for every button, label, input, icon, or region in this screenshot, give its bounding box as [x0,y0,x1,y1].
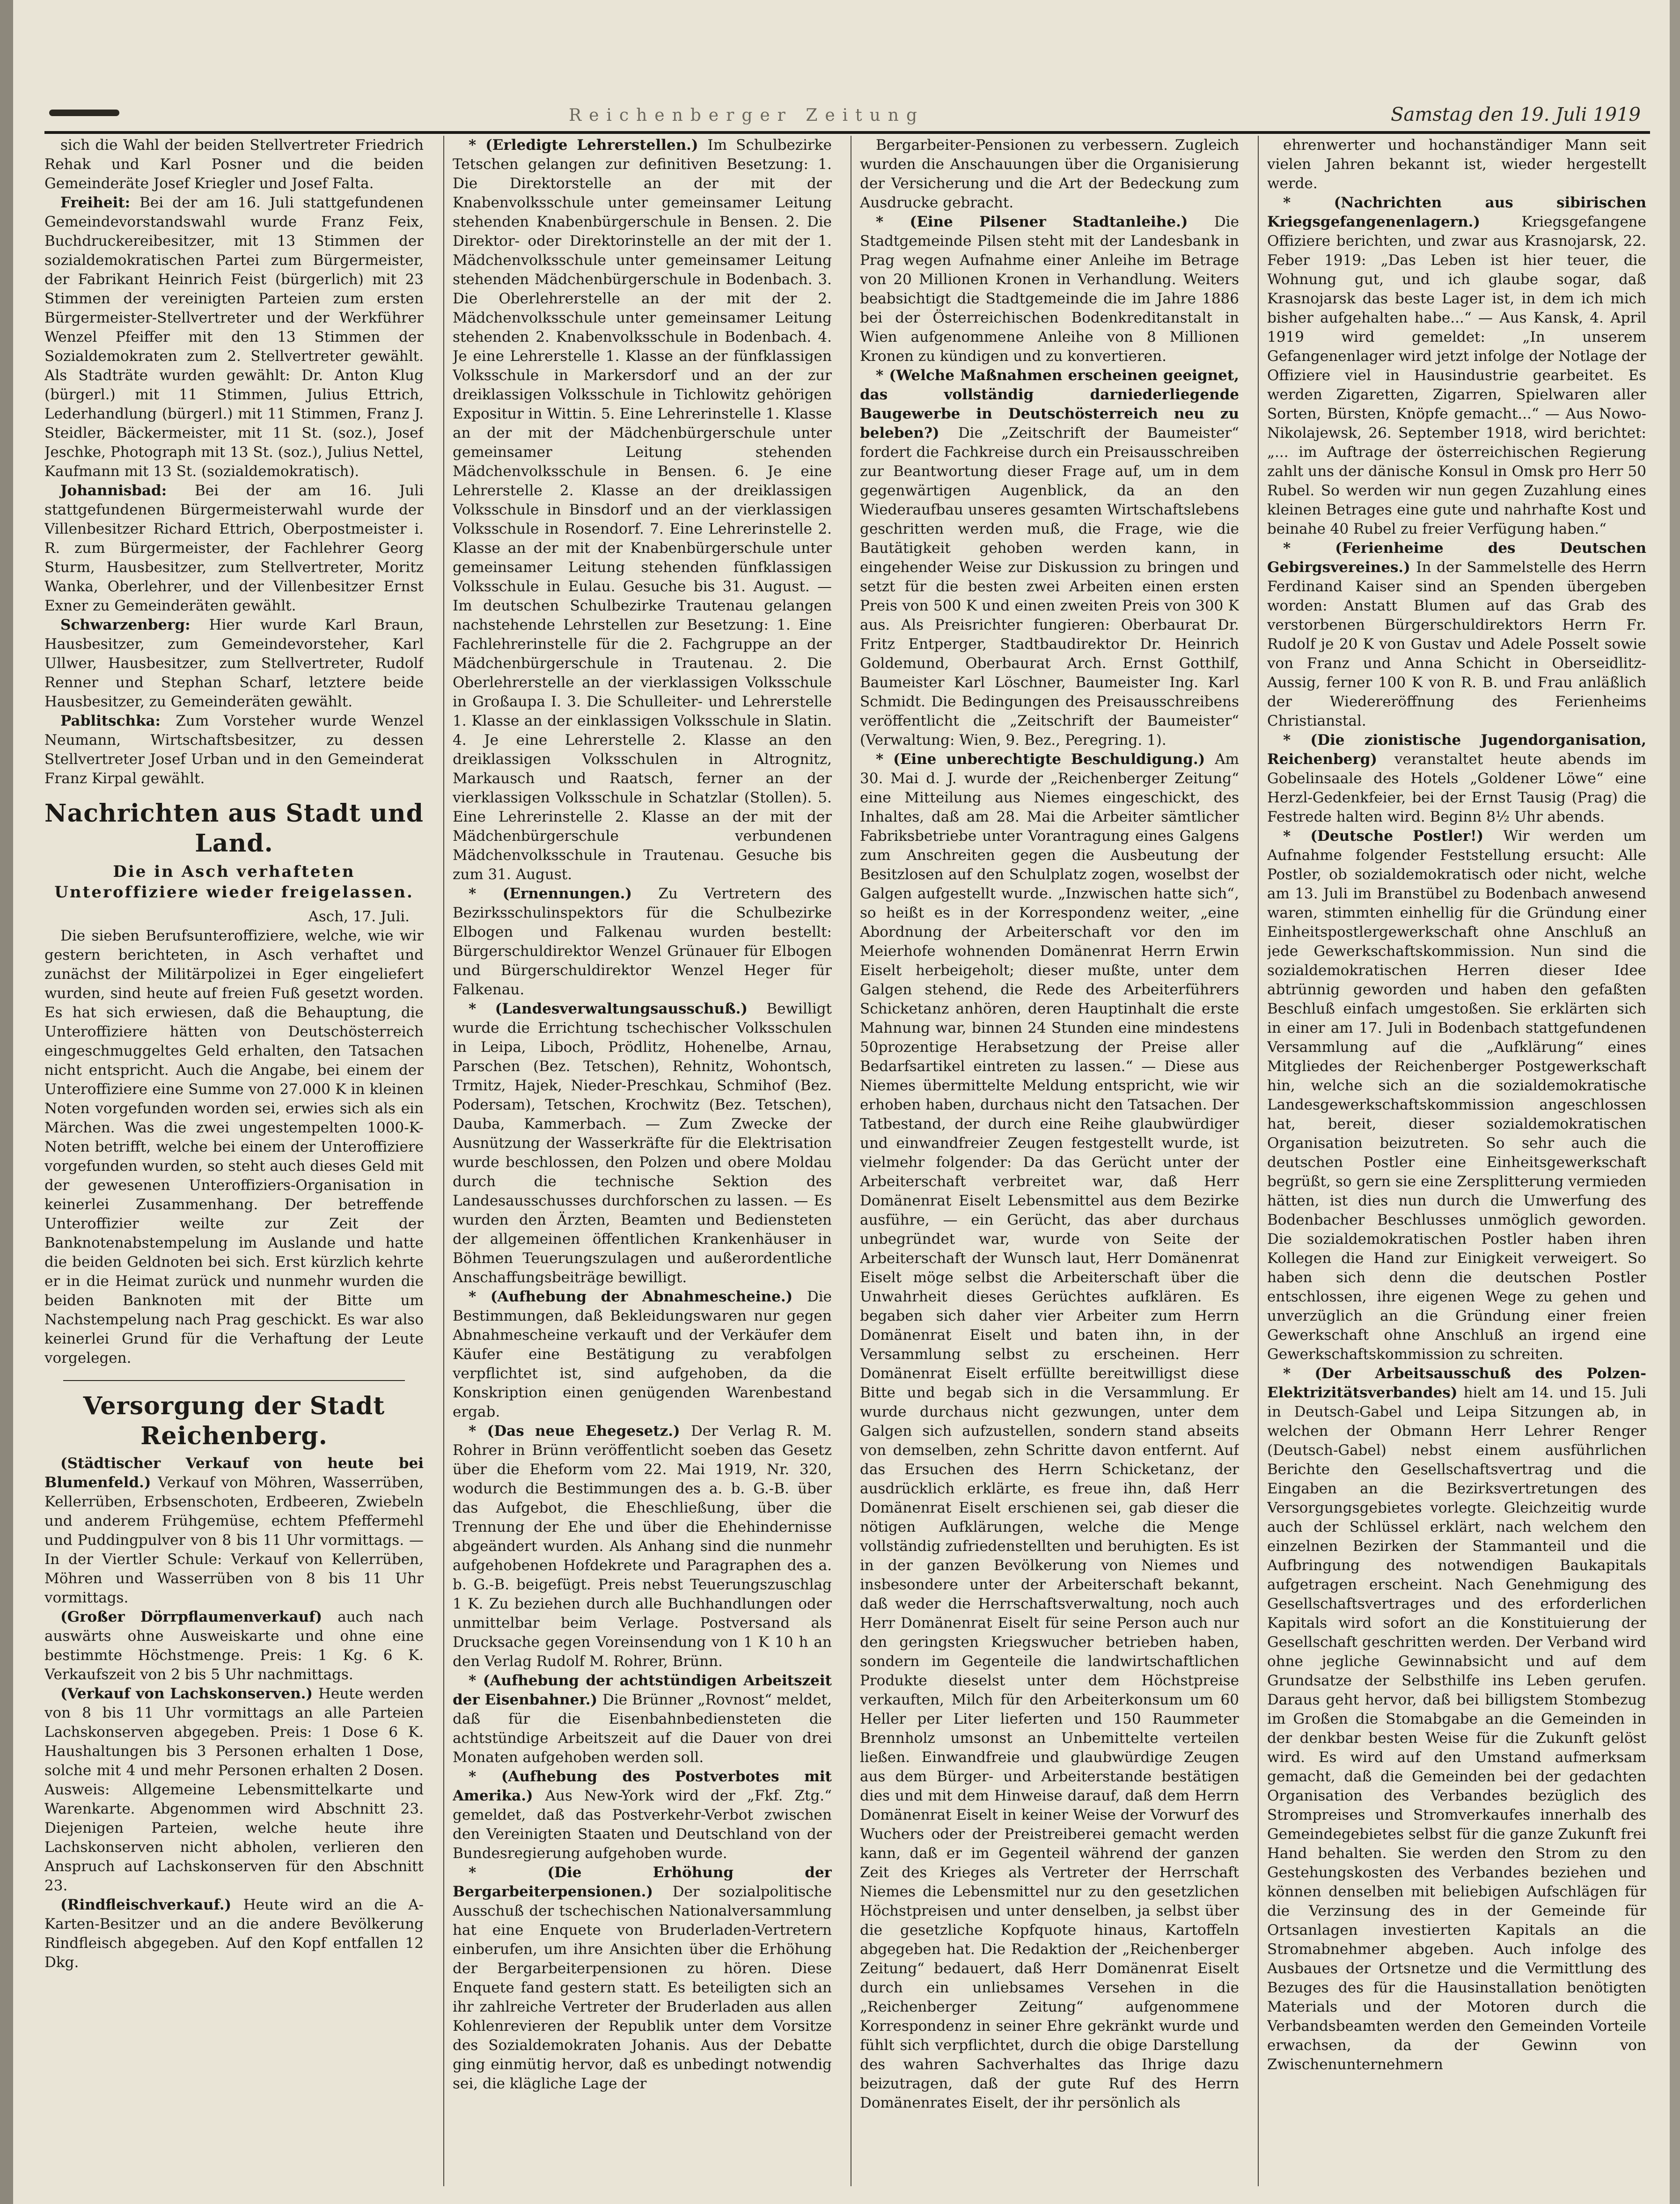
article-text: Die Bestimmungen, daß Bekleidungswaren nur gegen Abnahmescheine verkauft und der Verkäufer dem Käufer eine Bestätigung zu verabfolgen verpflichtet ist, sind aufgehoben, da die Konskription einen genügenden Warenbestand ergab. [453,1288,832,1420]
article-paragraph [44,616,424,712]
newspaper-page [44,70,1650,2186]
article-paragraph [44,1608,424,1684]
article-lead: * (Welche Maßnahmen erscheinen geeignet, das vollständig darniederliegende Baugewerbe in Deutschösterreich neu zu beleben?) [860,367,1239,441]
article-text: Die Stadtgemeinde Pilsen steht mit der Landesbank in Prag wegen Aufnahme einer Anleihe im Betrage von 20 Millionen Kronen in Verhandlung. Weiters beabsichtigt die Stadtgemeinde die im Jahre 1886 bei der Österreichischen Bodenkreditanstalt in Wien aufgenommene Anleihe von 8 Millionen Kronen zu kündigen und zu konvertieren. [860,213,1239,365]
article-lead: Pablitschka: [60,713,176,729]
section-heading: Nachrichten aus Stadt und Land. [44,799,424,858]
article-text: Bergarbeiter-Pensionen zu verbessern. Zugleich wurden die Anschauungen über die Organisierung der Versicherung und die Art der Bedeckung zum Ausdrucke gebracht. [860,137,1239,211]
article-text: Heute wird an die A-Karten-Besitzer und an die andere Bevölkerung Rindfleisch abgegeben. Auf den Kopf entfallen 12 Dkg. [44,1896,424,1971]
article-lead: (Städtischer Verkauf von heute bei Blumenfeld.) [44,1455,424,1491]
article-text: Im Schulbezirke Tetschen gelangen zur definitiven Besetzung: 1. Die Direktorstelle an der mit der Knabenvolksschule unter gemeinsamer Leitung stehenden Knabenbürgerschule in Bensen. 2. Die Direktor- oder Direktorinstelle an der mit der 1. Mädchenvolksschule unter gemeinsamer Leitung stehenden Mädchenbürgerschule in Bodenbach. 3. Die Oberlehrerstelle an der mit der 2. Mädchenvolksschule unter gemeinsamer Leitung stehenden 2. Knabenvolksschule in Bodenbach. 4. Je eine Lehrerstelle 1. Klasse an der fünfklassigen Volksschule in Markersdorf und an der zur dreiklassigen Volksschule in Tichlowitz gehörigen Expositur in Wittin. 5. Eine Lehrerinstelle 1. Klasse an der mit der Mädchenbürgerschule unter gemeinsamer Leitung stehenden Mädchenvolksschule in Bensen. 6. Je eine Lehrerstelle 2. Klasse an der dreiklassigen Volksschule in Binsdorf und an der vierklassigen Volksschule in Rosendorf. 7. Eine Lehrerinstelle 2. Klasse an der mit der Knabenbürgerschule unter gemeinsamer Leitung stehenden fünfklassigen Volksschule in Eulau. Gesuche bis 31. August. — Im deutschen Schulbezirke Trautenau gelangen nachstehende Lehrstellen zur Besetzung: 1. Eine Fachlehrerinstelle für die 2. Fachgruppe an der Mädchenbürgerschule in Trautenau. 2. Die Oberlehrerstelle an der vierklassigen Volksschule in Großaupa I. 3. Die Schulleiter- und Lehrerstelle 1. Klasse an der einklassigen Volksschule in Slatin. 4. Je eine Lehrerstelle 2. Klasse an den dreiklassigen Volksschulen in Altrognitz, Markausch und Raatsch, ferner an der vierklassigen Volksschule in Schatzlar (Stollen). 5. Eine Lehrerinstelle 2. Klasse an der mit der Mädchenbürgerschule verbundenen Mädchenvolksschule in Trautenau. Gesuche bis zum 31. August. [453,137,832,883]
article-text: Die Brünner „Rovnost“ meldet, daß für die Eisenbahnbediensteten die achtstündige Arbeitszeit auf die Dauer von drei Monaten aufgehoben werden soll. [453,1691,832,1766]
article-lead: * (Aufhebung der Abnahmescheine.) [469,1288,807,1305]
article-text: Bei der am 16. Juli stattgefundenen Bürgermeisterwahl wurde der Villenbesitzer Richard Ettrich, Oberpostmeister i. R. zum Bürgermeister, der Fachlehrer Georg Sturm, Hausbesitzer, zum Stellvertreter, Moritz Wanka, Oberlehrer, und der Villenbesitzer Ernst Exner zu Gemeinderäten gewählt. [44,482,424,614]
article-paragraph [44,136,424,193]
article-text: hielt am 14. und 15. Juli in Deutsch-Gabel und Leipa Sitzungen ab, in welchen der Obmann Herr Lehrer Renger (Deutsch-Gabel) nebst einem ausführlichen Berichte den Gesellschaftsvertrag und die Eingaben an die Bezirksvertretungen des Versorgungsgebietes vorlegte. Gleichzeitig wurde auch der Schlüssel erklärt, nach welchem den einzelnen Bezirken der Stammanteil und die Aufbringung des notwendigen Baukapitals aufgetragen erscheint. Nach Genehmigung des Gesellschaftsvertrages und des erforderlichen Kapitals wird sofort an die Konstituierung der Gesellschaft geschritten werden. Der Verband wird ohne jegliche Gewinnabsicht und auf dem Grundsatze der Selbsthilfe ins Leben gerufen. Daraus geht hervor, daß bei billigstem Stombezug im Großen die Stomabgabe an die Gemeinden in der denkbar besten Weise für die Zukunft gelöst wird. Es wird auf den Umstand aufmerksam gemacht, daß die Gemeinden bei der gedachten Organisation des Verbandes bezüglich des Strompreises und Stromverkaufes innerhalb des Gemeindegebietes selbst für die ganze Zukunft frei Hand behalten. Sie werden den Strom zu den Gestehungskosten des Verbandes beziehen und können denselben mit beliebigen Aufschlägen für die Verzinsung des in der Gemeinde für Ortsanlagen investierten Kapitals an die Stromabnehmer abgeben. Auch infolge des Ausbaues der Ortsnetze und die Vermittlung des Bezuges des für die Hausinstallation benötigten Materials und der Motoren durch die Verbandsbeamten werden den Gemeinden Vorteile erwachsen, da der Gewinn von Zwischenunternehmern [1267,1384,1646,2073]
article-text: Wir werden um Aufnahme folgender Feststellung ersucht: Alle Postler, ob sozialdemokratisch oder nicht, welche am 13. Juli im Branstübel zu Bodenbach anwesend waren, stimmten einhellig für die Gründung einer Einheitspostlergewerkschaft ohne Anschluß an jede Gewerkschaftskommission. Nun sind die sozialdemokratischen Herren dieser Idee abtrünnig geworden und haben den gefaßten Beschluß einfach umgestoßen. Sie erklärten sich in einer am 17. Juli in Bodenbach stattgefundenen Versammlung auf die „Aufklärung“ eines Mitgliedes der Reichenberger Postgewerkschaft hin, welche sich an die sozialdemokratische Landesgewerkschaftskommission angeschlossen hat, bereit, dieser sozialdemokratischen Organisation beizutreten. So sehr auch die deutschen Postler eine Einheitsgewerkschaft begrüßt, so gern sie eine Zersplitterung vermieden hätten, ist dies nun durch die Umwerfung des Bodenbacher Beschlusses unmöglich geworden. Die sozialdemokratischen Postler haben ihren Kollegen die Hand zur Einigkeit verweigert. So haben sich denn die deutschen Postler entschlossen, ihre eigenen Wege zu gehen und unverzüglich an die Gründung einer freien Gewerkschaft ohne Anschluß an irgend eine Gewerkschaftskommission zu schreiten. [1267,828,1646,1363]
article-lead: Johannisbad: [60,482,195,499]
article-paragraph [44,1454,424,1608]
article-lead: * (Landesverwaltungsausschuß.) [469,1000,767,1017]
article-lead: * (Die Erhöhung der Bergarbeiterpensionen.) [453,1864,832,1900]
article-text: Zu Vertretern des Bezirksschulinspektors für die Schulbezirke Elbogen und Falkenau wurden bestellt: Bürgerschuldirektor Wenzel Grünauer für Elbogen und Bürgerschuldirektor Wenzel Heger für Falkenau. [453,885,832,998]
article-text: ehrenwerter und hochanständiger Mann seit vielen Jahren bekannt ist, wieder hergestellt werde. [1267,137,1646,192]
article-paragraph [1267,1364,1646,2074]
article-paragraph [860,366,1239,750]
article-text: Die sieben Berufsunteroffiziere, welche, wie wir gestern berichteten, in Asch verhaftet und zunächst der Militärpolizei in Eger eingeliefert wurden, sind heute auf freien Fuß gesetzt worden. Es hat sich erwiesen, daß die Behauptung, die Unteroffiziere hätten von Deutschösterreich eingeschmuggeltes Geld erhalten, den Tatsachen nicht entspricht. Auch die Angabe, bei einem der Unteroffiziere eine Summe von 27.000 K in kleinen Noten vorgefunden worden sei, erwies sich als ein Märchen. Was die zwei ungestempelten 1000-K-Noten betrifft, welche bei einem der Unteroffiziere vorgefunden wurden, so steht auch dieses Geld mit der gewesenen Unteroffiziers-Organisation in keinerlei Zusammenhang. Der betreffende Unteroffizier weilte zur Zeit der Banknotenabstempelung im Auslande und hatte die beiden Geldnoten bei sich. Erst kürzlich kehrte er in die Heimat zurück und nunmehr wurden die beiden Banknoten mit der Bitte um Nachstempelung nach Prag geschickt. Es war also keinerlei Grund für die Verhaftung der Leute vorgelegen. [44,927,424,1366]
article-paragraph [860,136,1239,213]
paper-name: Reichenberger Zeitung [569,106,925,125]
column-2 [453,136,832,2186]
section-heading: Versorgung der Stadt Reichenberg. [83,1392,385,1450]
running-header [44,103,1650,134]
article-paragraph [453,136,832,884]
article-paragraph [44,1684,424,1895]
article-lead: * (Eine Pilsener Stadtanleihe.) [876,213,1214,230]
article-paragraph [44,712,424,788]
article-text: Aus New-York wird der „Fkf. Ztg.“ gemeldet, daß das Postverkehr-Verbot zwischen den Vereinigten Staaten und Deutschland von der Bundesregierung aufgehoben wurde. [453,1787,832,1862]
article-text: In der Sammelstelle des Herrn Ferdinand Kaiser sind an Spenden übergeben worden: Anstatt Blumen auf das Grab des verstorbenen Bürgerschuldirektors Herrn Fr. Rudolf je 20 K von Gustav und Adele Posselt sowie von Franz und Anna Schicht in Oberseidlitz-Aussig, ferner 100 K von R. B. und Frau anläßlich der Wiedereröffnung des Ferienheims Christianstal. [1267,559,1646,729]
article-lead: (Rindfleischverkauf.) [60,1896,243,1913]
column-1 [44,136,424,2186]
article-text: veranstaltet heute abends im Gobelinsaale des Hotels „Goldener Löwe“ eine Herzl-Gedenkfeier, bei der Ernst Tausig (Prag) die Festrede halten wird. Beginn 8½ Uhr abends. [1267,751,1646,825]
article-text: Zum Vorsteher wurde Wenzel Neumann, Wirtschaftsbesitzer, zu dessen Stellvertreter Josef Urban und in den Gemeinderat Franz Kirpal gewählt. [44,713,424,787]
article-lead: * (Der Arbeitsausschuß des Polzen-Elektrizitätsverbandes) [1267,1365,1646,1401]
article-text: Die „Zeitschrift der Baumeister“ fordert die Fachkreise durch ein Preisausschreiben zur Beantwortung dieser Frage auf, um in dem gegenwärtigen Augenblick, da an den Wiederaufbau unseres gesamten Wirtschaftslebens geschritten werden muß, die Frage, wie die Bautätigkeit gehoben werden kann, in eingehender Weise zur Diskussion zu bringen und setzt für die besten zwei Arbeiten einen ersten Preis von 500 K und einen zweiten Preis von 300 K aus. Als Preisrichter fungieren: Oberbaurat Dr. Fritz Entperger, Stadtbaudirektor Dr. Heinrich Goldemund, Oberbaurat Arch. Ernst Gotthilf, Baumeister Karl Löschner, Baumeister Ing. Karl Schmidt. Die Bedingungen des Preisausschreibens veröffentlicht die „Zeitschrift der Baumeister“ (Verwaltung: Wien, 9. Bez., Peregring. 1). [860,425,1239,749]
article-paragraph [44,1895,424,1972]
article-lead: (Großer Dörrpflaumenverkauf) [60,1609,338,1625]
article-paragraph [44,926,424,1368]
article-text: Hier wurde Karl Braun, Hausbesitzer, zum Gemeindevorsteher, Karl Ullwer, Hausbesitzer, zum Stellvertreter, Rudolf Renner und Stephan Scharf, letztere beide Hausbesitzer, zu Gemeinderäten gewählt. [44,617,424,710]
article-lead: * (Die zionistische Jugendorganisation, Reichenberg) [1267,732,1646,768]
article-lead: * (Aufhebung der achtstündigen Arbeitszeit der Eisenbahner.) [453,1672,832,1708]
article-paragraph [453,1863,832,2094]
article-paragraph [453,1767,832,1863]
article-paragraph [453,1671,832,1767]
article-paragraph [1267,193,1646,539]
column-rule [443,136,444,2186]
article-text: Am 30. Mai d. J. wurde der „Reichenberger Zeitung“ eine Mitteilung aus Niemes eingeschickt, des Inhaltes, daß am 28. Mai die Arbeiter sämtlicher Fabriksbetriebe unter Vorantragung eines Galgens zum Anschreiten gegen die Ausbeutung der Besitzlosen auf den Schulplatz zogen, woselbst der Galgen aufgestellt wurde. „Inzwischen hatte sich“, so heißt es in der Korrespondenz weiter, „eine Abordnung der Arbeiterschaft vor den im Meierhofe wohnenden Domänenrat Herrn Erwin Eiselt herbeigeholt; dieser mußte, unter dem Galgen stehend, die Rede des Arbeiterführers Schicketanz anhören, deren Hauptinhalt die erste Mahnung war, binnen 24 Stunden eine mindestens 50prozentige Herabsetzung der Preise aller Bedarfsartikel eintreten zu lassen.“ — Diese aus Niemes übermittelte Meldung entspricht, wie wir erhoben haben, durchaus nicht den Tatsachen. Der Tatbestand, der durch eine Reihe glaubwürdiger und einwandfreier Zeugen festgestellt wurde, ist vielmehr folgender: Da das Gerücht unter der Arbeiterschaft verbreitet war, daß Herr Domänenrat Eiselt Lebensmittel aus dem Bezirke ausführe, — ein Gerücht, das aber durchaus unbegründet war, wurde von Seite der Arbeiterschaft der Wunsch laut, Herr Domänenrat Eiselt möge selbst die Arbeiterschaft über die Unwahrheit dieses Gerüchtes aufklären. Es begaben sich daher vier Arbeiter zum Herrn Domänenrat Eiselt und baten ihn, in der Versammlung selbst zu erscheinen. Herr Domänenrat Eiselt erfüllte bereitwilligst diese Bitte und begab sich in die Versammlung. Er wurde durchaus nicht gezwungen, unter dem Galgen sich aufzustellen, sondern stand abseits von demselben, zehn Schritte davon entfernt. Auf das Ersuchen des Herrn Schicketanz, der ausdrücklich erklärte, es freue ihn, daß Herr Domänenrat Eiselt erschienen sei, gab dieser die nötigen Aufklärungen, welche die Menge vollständig zufriedenstellten und beruhigten. Es ist in der ganzen Bevölkerung von Niemes und insbesondere unter der Arbeiterschaft bekannt, daß weder die Herrschaftsverwaltung, noch auch Herr Domänenrat Eiselt für seine Person auch nur den geringsten Kriegswucher betrieben haben, sondern im Gegenteile die landwirtschaftlichen Produkte dieselst unter dem Höchstpreise verkauften, Milch für den Arbeiterkonsum um 60 Heller per Liter lieferten und 150 Raummeter Brennholz umsonst an Unbemittelte verteilen ließen. Einwandfreie und glaubwürdige Zeugen aus dem Bürger- und Arbeiterstande bestätigen dies und mit dem Hinweise darauf, daß dem Herrn Domänenrat Eiselt in keiner Weise der Vorwurf des Wuchers oder der Preistreiberei gemacht werden kann, daß er im Gegenteil während der ganzen Zeit des Krieges als Vertreter der Herrschaft Niemes die Lebensmittel nur zu den gesetzlichen Höchstpreisen und unter denselben, ja selbst über die gesetzliche Kopfquote hinaus, Kartoffeln abgegeben hat. Die Redaktion der „Reichenberger Zeitung“ bedauert, daß Herr Domänenrat Eiselt durch ein unliebsames Versehen in die „Reichenberger Zeitung“ aufgenommene Korrespondenz in seiner Ehre gekränkt wurde und fühlt sich verpflichtet, durch die obige Darstellung des wahren Sachverhaltes das Ihrige dazu beizutragen, daß der gute Ruf des Herrn Domänenrates Eiselt, der ihr persönlich als [860,751,1239,2111]
article-lead: * (Ernennungen.) [469,885,659,902]
scan-border-left [0,0,13,2204]
article-paragraph [1267,539,1646,731]
article-text: auch nach auswärts ohne Ausweiskarte und ohne eine bestimmte Höchstmenge. Preis: 1 Kg. 6 K. Verkaufszeit von 2 bis 5 Uhr nachmittags. [44,1609,424,1683]
article-paragraph [1267,827,1646,1364]
article-text: Bewilligt wurde die Errichtung tschechischer Volksschulen in Leipa, Liboch, Prödlitz, Hohenelbe, Arnau, Parschen (Bez. Tetschen), Rehnitz, Wohontsch, Trmitz, Hajek, Nieder-Preschkau, Schmihof (Bez. Podersam), Tetschen, Krochwitz (Bez. Tetschen), Dauba, Kammerbach. — Zum Zwecke der Ausnützung der Wasserkräfte für die Elektrisation wurde beschlossen, den Polzen und obere Moldau durch die technische Sektion des Landesausschusses durchforschen zu lassen. — Es wurden den Ärzten, Beamten und Bediensteten der allgemeinen öffentlichen Krankenhäuser in Böhmen Teuerungszulagen und außerordentliche Anschaffungsbeiträge bewilligt. [453,1000,832,1286]
article-columns [44,136,1650,2186]
article-lead: * (Ferienheime des Deutschen Gebirgsvereines.) [1267,540,1646,576]
article-lead: (Verkauf von Lachskonserven.) [60,1685,319,1702]
article-text: sich die Wahl der beiden Stellvertreter Friedrich Rehak und Karl Posner und die beiden Gemeinderäte Josef Kriegler und Josef Falta. [44,137,424,192]
article-paragraph [44,481,424,616]
issue-date: Samstag den 19. Juli 1919 [1391,104,1641,125]
dateline: Asch, 17. Juli. [308,908,410,925]
article-lead: * (Deutsche Postler!) [1283,828,1504,845]
article-headline: Die in Asch verhafteten Unteroffiziere wieder freigelassen. [54,862,414,902]
article-paragraph [453,1287,832,1422]
column-4 [1267,136,1646,2186]
article-paragraph [860,750,1239,2113]
section-divider [63,1380,405,1381]
article-paragraph [453,999,832,1287]
column-3 [860,136,1239,2186]
article-paragraph [1267,731,1646,827]
article-text: Verkauf von Möhren, Wasserrüben, Kellerrüben, Erbsenschoten, Erdbeeren, Zwiebeln und anderem Frühgemüse, echtem Pfeffermehl und Puddingpulver von 8 bis 11 Uhr vormittags. — In der Viertler Schule: Verkauf von Kellerrüben, Möhren und Wasserrüben von 8 bis 11 Uhr vormittags. [44,1474,424,1606]
article-text: Bei der am 16. Juli stattgefundenen Gemeindevorstandswahl wurde Franz Feix, Buchdruckereibesitzer, mit 13 Stimmen der sozialdemokratischen Partei zum Bürgermeister, der Fabrikant Heinrich Feist (bürgerlich) mit 23 Stimmen der vereinigten Parteien zum ersten Bürgermeister-Stellvertreter und der Werkführer Wenzel Pfeiffer mit den 13 Stimmen der Sozialdemokraten zum 2. Stellvertreter gewählt. Als Stadträte wurden gewählt: Dr. Anton Klug (bürgerl.) mit 11 Stimmen, Julius Ettrich, Lederhandlung (bürgerl.) mit 11 Stimmen, Franz J. Steidler, Bäckermeister, mit 11 St. (soz.), Josef Jeschke, Photograph mit 13 St. (soz.), Julius Nettel, Kaufmann mit 13 St. (sozialdemokratisch). [44,194,424,480]
article-text: Heute werden von 8 bis 11 Uhr vormittags an alle Parteien Lachskonserven abgegeben. Preis: 1 Dose 6 K. Haushaltungen bis 3 Personen erhalten 1 Dose, solche mit 4 und mehr Personen erhalten 2 Dosen. Ausweis: Allgemeine Lebensmittelkarte und Warenkarte. Abgenommen wird Abschnitt 23. Diejenigen Parteien, welche heute ihre Lachskonserven nicht abholen, verlieren den Anspruch auf Lachskonserven für den Abschnitt 23. [44,1685,424,1894]
article-text: Kriegsgefangene Offiziere berichten, und zwar aus Krasnojarsk, 22. Feber 1919: „Das Leben ist hier teuer, die Wohnung gut, und ich glaube sogar, daß Krasnojarsk das beste Lager ist, in dem ich mich bisher aufgehalten habe...“ — Aus Kansk, 4. April 1919 wird gemeldet: „In unserem Gefangenenlager wird jetzt infolge der Notlage der Offiziere viel in Hausindustrie gearbeitet. Es werden Zigaretten, Zigarren, Spielwaren aller Sorten, Bürsten, Knöpfe gemacht...“ — Aus Nowo-Nikolajewsk, 26. September 1918, wird berichtet: „... im Auftrage der österreichischen Regierung zahlt uns der dänische Konsul in Omsk pro Herr 50 Rubel. So werden wir nun gegen Zuzahlung eines kleinen Betrages eine gute und nahrhafte Kost und beinahe 40 Rubel zu freier Verfügung haben.“ [1267,213,1646,537]
article-text: Der sozialpolitische Ausschuß der tschechischen Nationalversammlung hat eine Enquete von Bruderladen-Vertretern einberufen, um ihre Ansichten über die Erhöhung der Bergarbeiterpensionen zu hören. Diese Enquete fand gestern statt. Es beteiligten sich an ihr zahlreiche Vertreter der Bruderladen aus allen Kohlenrevieren der Republik unter dem Vorsitze des Sozialdemokraten Johanis. Aus der Debatte ging einmütig hervor, daß es unbedingt notwendig sei, die klägliche Lage der [453,1883,832,2092]
article-lead: * (Nachrichten aus sibirischen Kriegsgefangenenlagern.) [1267,194,1646,230]
article-paragraph [1267,136,1646,193]
article-paragraph [44,193,424,481]
article-lead: * (Aufhebung des Postverbotes mit Amerika.) [453,1768,832,1804]
column-rule [1258,136,1259,2186]
article-text: Der Verlag R. M. Rohrer in Brünn veröffentlicht soeben das Gesetz über die Eheform vom 22. Mai 1919, Nr. 320, wodurch die Bestimmungen des a. b. G.-B. über das Aufgebot, die Eheschließung, über die Trennung der Ehe und über die Ehehindernisse abgeändert wurden. Als Anhang sind die nunmehr aufgehobenen Hofdekrete und Paragraphen des a. b. G.-B. beigefügt. Preis nebst Teuerungszuschlag 1 K. Zu beziehen durch alle Buchhandlungen oder unmittelbar beim Verlage. Postversand als Drucksache gegen Voreinsendung von 1 K 10 h an den Verlag Rudolf M. Rohrer, Brünn. [453,1423,832,1670]
article-lead: * (Erledigte Lehrerstellen.) [469,137,708,154]
article-paragraph [453,884,832,999]
article-paragraph [453,1422,832,1671]
article-lead: * (Das neue Ehegesetz.) [469,1423,691,1440]
article-lead: Schwarzenberg: [60,617,209,633]
article-lead: * (Eine unberechtigte Beschuldigung.) [876,751,1215,768]
article-paragraph [860,213,1239,366]
scan-border-right [1670,0,1680,2204]
page-number-mark [49,110,119,116]
article-lead: Freiheit: [60,194,140,211]
